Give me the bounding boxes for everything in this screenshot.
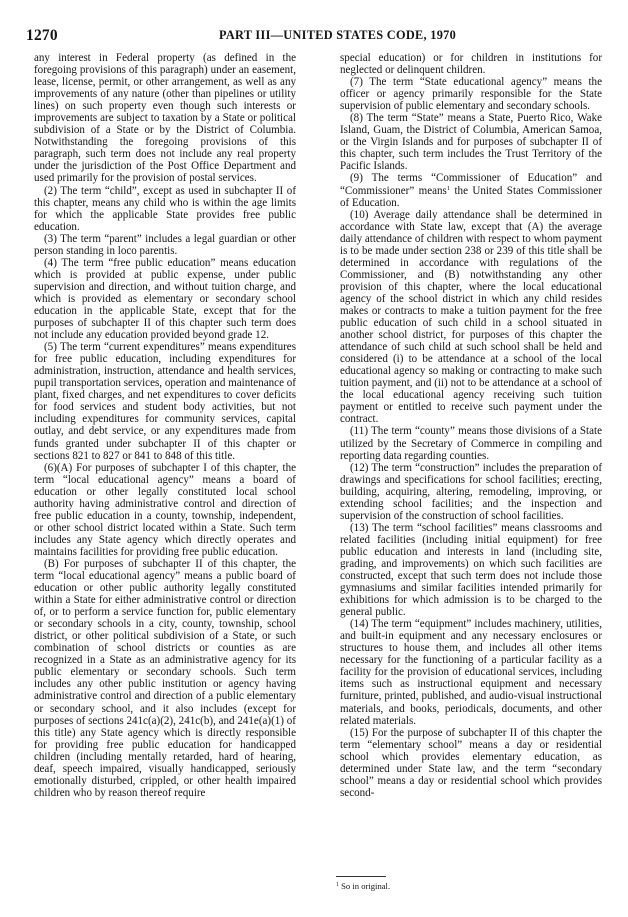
paragraph: any interest in Federal property (as defined in the foregoing provisions of this paragraph) under an easement, lease, license, permit, or other arrangement, as well as any improvements of any nature (other than pipelines or utility lines) on such property even though such interests or improvements are subject to taxation by a State or political subdivision of a State or by the District of Columbia. Notwithstanding the foregoing provisions of this paragraph, such term does not include any real property under the jurisdiction of the Post Office Department and used primarily for the provision of postal services. [34,52,296,185]
paragraph: (11) The term “county” means those divisions of a State utilized by the Secretary of Commerce in compiling and reporting data regarding counties. [340,425,602,462]
paragraph: (8) The term “State” means a State, Puerto Rico, Wake Island, Guam, the District of Columbia, American Samoa, or the Virgin Islands and for purposes of subchapter II of this chapter, such term includes the Trust Territory of the Pacific Islands. [340,112,602,173]
paragraph: (4) The term “free public education” means education which is provided at public expense, under public supervision and direction, and without tuition charge, and which is provided as elementary or secondary school education in the applicable State, except that for the purposes of subchapter II of this chapter such term does not include any education provided beyond grade 12. [34,256,296,342]
paragraph: (7) The term “State educational agency” means the officer or agency primarily responsible for the State supervision of public elementary and secondary schools. [340,76,602,113]
paragraph: (13) The term “school facilities” means classrooms and related facilities (including initial equipment) for free public education and interests in land (including site, grading, and improvements) on which such facilities are constructed, except that such term does not include those gymnasiums and similar facilities intended primarily for exhibitions for which admission is to be charged to the general public. [340,521,602,619]
right-column [340,52,602,799]
paragraph: (10) Average daily attendance shall be determined in accordance with State law, except that (A) the average daily attendance of children with respect to whom payment is to be made under section 238 or 239 of this title shall be determined in accordance with regulations of the Commissioner, and (B) notwithstanding any other provision of this chapter, where the local educational agency of the school district in which any child resides makes or contracts to make a tuition payment for the free public education of such child in a school situated in another school district, for purposes of this chapter the attendance of such child at such school shall be held and considered (i) to be attendance at a school of the local educational agency so making or contracting to make such tuition payment, and (ii) not to be attendance at a school of the local educational agency receiving such tuition payment or entitled to receive such payment under the contract. [340,208,602,426]
paragraph [340,172,602,208]
paragraph: (14) The term “equipment” includes machinery, utilities, and built-in equipment and any necessary enclosures or structures to house them, and includes all other items necessary for the functioning of a particular facility as a facility for the provision of educational services, including items such as instructional equipment and necessary furniture, printed, published, and audio-visual instructional materials, and books, periodicals, documents, and other related materials. [340,618,602,727]
paragraph: (5) The term “current expenditures” means expenditures for free public education, including expenditures for administration, instruction, attendance and health services, pupil transportation services, operation and maintenance of plant, fixed charges, and net expenditures to cover deficits for food services and student body activities, but not including expenditures for community services, capital outlay, and debt service, or any expenditures made from funds granted under subchapter II of this chapter or sections 821 to 827 or 841 to 848 of this title. [34,341,296,462]
footnote-text: So in original. [341,881,391,891]
paragraph: (B) For purposes of subchapter II of this chapter, the term “local educational agency” means a public board of education or other public authority legally constituted within a State for either administrative control or direction of, or to perform a service function for, public elementary or secondary schools in a city, county, township, school district, or other political subdivision of a State, or such combination of school districts or counties as are recognized in a State as an administrative agency for its public elementary or secondary schools. Such term includes any other public institution or agency having administrative control and direction of a public elementary or secondary school, and it also includes (except for purposes of sections 241c(a)(2), 241c(b), and 241e(a)(1) of this title) any State agency which is directly responsible for providing free public education for handicapped children (including mentally retarded, hard of hearing, deaf, speech impaired, visually handicapped, seriously emotionally disturbed, crippled, or other health impaired children who by reason thereof require [34,557,296,799]
footnote-marker: 1 [336,882,339,888]
paragraph: (3) The term “parent” includes a legal guardian or other person standing in loco parentis. [34,232,296,257]
footnote-reference: 1 [446,184,451,192]
page-number: 1270 [26,27,58,44]
footnote-divider [336,876,386,877]
paragraph: (6)(A) For purposes of subchapter I of this chapter, the term “local educational agency” means a board of education or other legally constituted local school authority having administrative control and direction of free public education in a county, township, independent, or other school district located within a State. Such term includes any State agency which directly operates and maintains facilities for providing free public education. [34,461,296,558]
running-title: PART III—UNITED STATES CODE, 1970 [218,28,457,42]
paragraph-text: (9) The terms “Commissioner of Education” and “Commissioner” means [340,172,602,197]
paragraph: (12) The term “construction” includes the preparation of drawings and specifications for school facilities; erecting, building, acquiring, altering, remodeling, improving, or extending school facilities; and the inspection and supervision of the construction of school facilities. [340,461,602,522]
paragraph: (15) For the purpose of subchapter II of this chapter the term “elementary school” means a day or residential school which provides elementary education, as determined under State law, and the term “secondary school” means a day or residential school which provides second- [340,726,602,799]
paragraph: (2) The term “child”, except as used in subchapter II of this chapter, means any child who is within the age limits for which the applicable State provides free public education. [34,184,296,233]
page-header [26,27,603,47]
paragraph-text: the United States Commissioner of Education. [340,184,602,209]
left-column [34,52,296,799]
paragraph: special education) or for children in institutions for neglected or delinquent children. [340,52,602,77]
footnote [336,880,390,891]
